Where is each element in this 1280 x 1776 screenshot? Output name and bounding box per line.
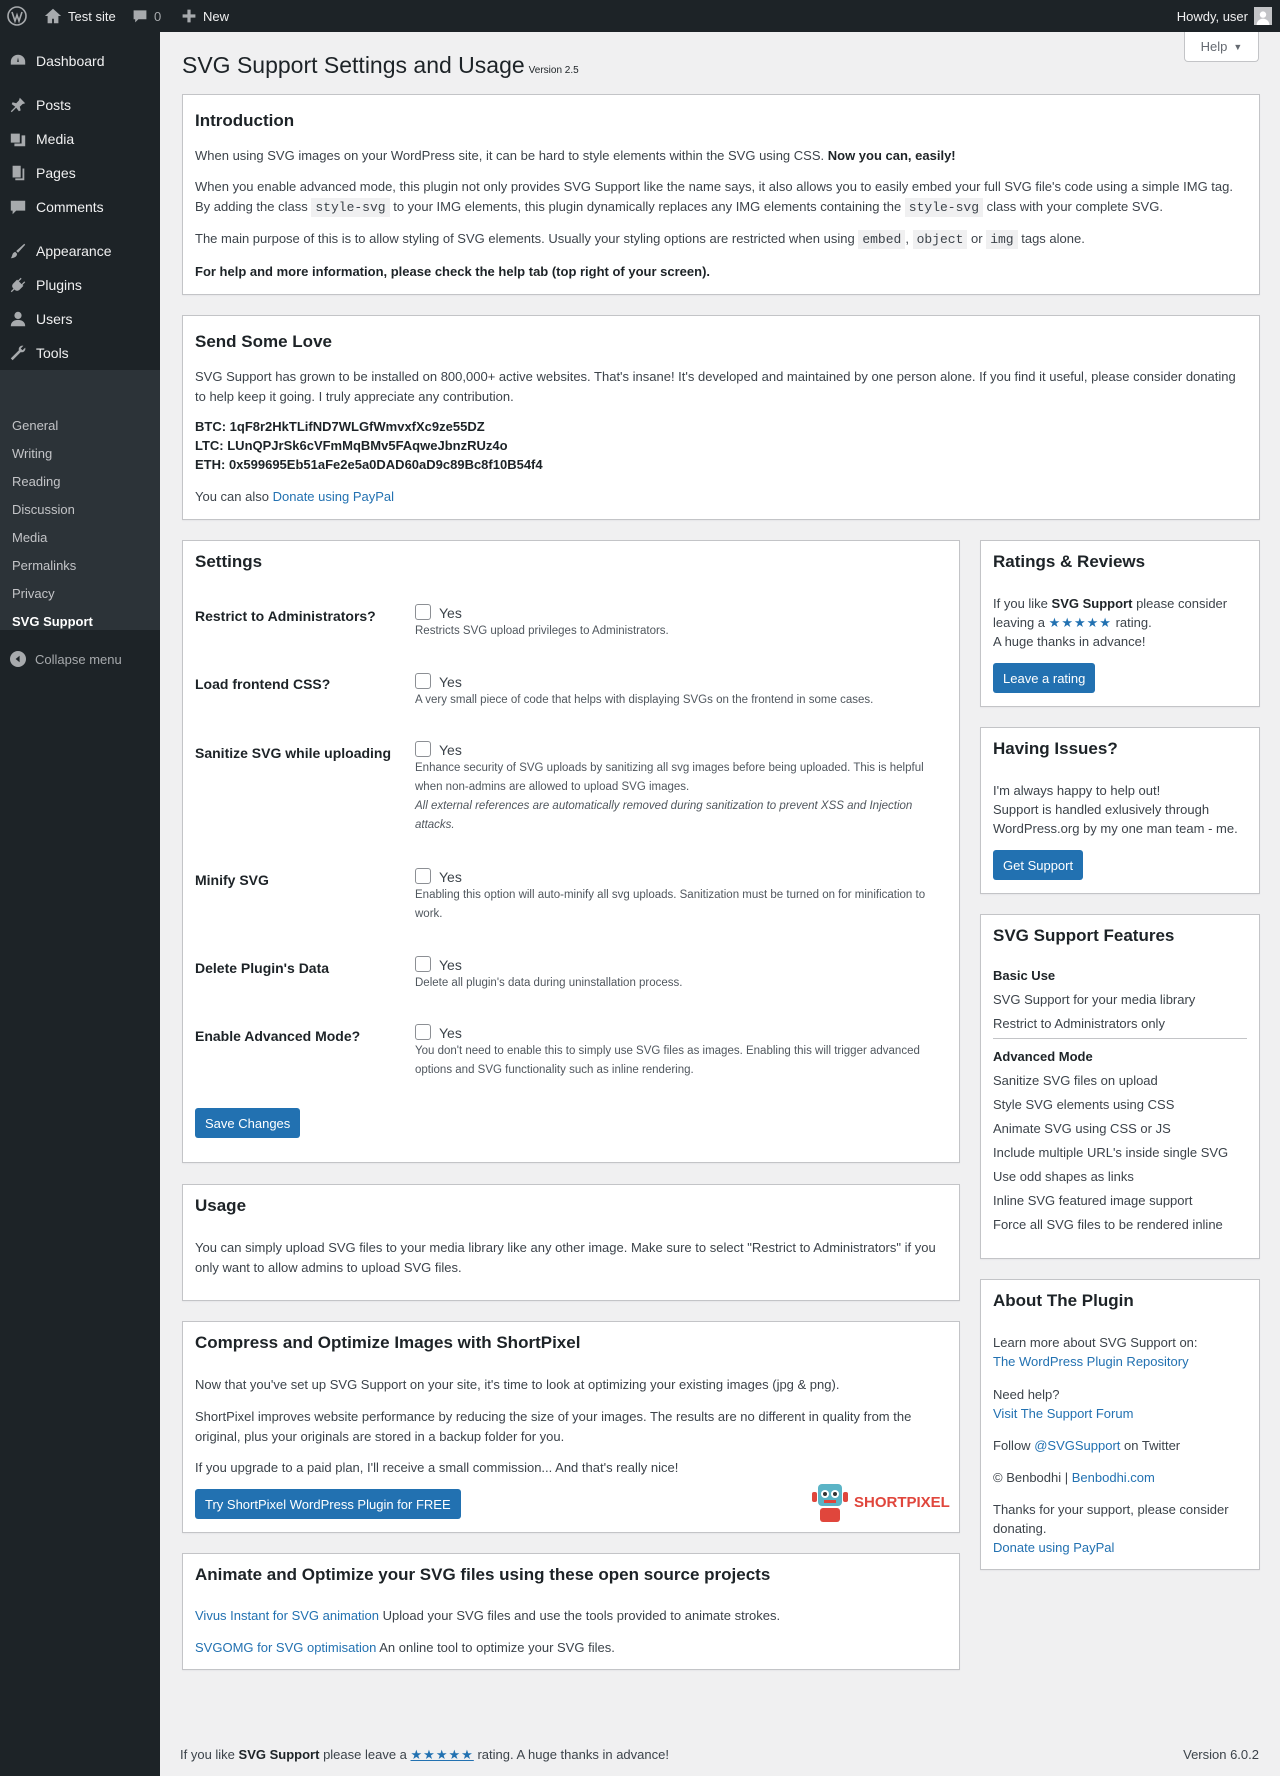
minify-svg-label: Minify SVG bbox=[195, 872, 269, 888]
intro-paragraph-3: The main purpose of this is to allow styling of SVG elements. Usually your styling options are restricted when using embed , object or img tags alone. bbox=[195, 231, 1085, 247]
love-title: Send Some Love bbox=[195, 332, 332, 351]
yes-label: Yes bbox=[439, 1025, 462, 1041]
account-menu[interactable] bbox=[1177, 0, 1272, 32]
vivus-line: Vivus Instant for SVG animation Upload your SVG files and use the tools provided to animate strokes. bbox=[195, 1608, 781, 1623]
support-forum-link[interactable]: Visit The Support Forum bbox=[993, 1406, 1134, 1421]
crypto-addresses bbox=[195, 417, 543, 474]
intro-paragraph-1: When using SVG images on your WordPress site, it can be hard to style elements within the SVG using CSS. Now you can, easily! bbox=[195, 148, 956, 163]
shortpixel-paragraph-2: ShortPixel improves website performance by reducing the size of your images. The results are no different in quality from the original, plus your originals are stored in a backup folder for you. bbox=[195, 1409, 912, 1444]
plus-icon bbox=[181, 8, 197, 24]
submenu-item-general[interactable]: General bbox=[12, 418, 59, 433]
sidebar-item-label: Media bbox=[36, 131, 75, 147]
plugin-version: Version 2.5 bbox=[528, 65, 579, 76]
sanitize-svg-desc: Enhance security of SVG uploads by sanitizing all svg images before being uploaded. This is helpful when non-admins are allowed to upload SVG images. All external references are automatically removed during sanitization to prevent XSS and Injection attacks. bbox=[415, 762, 924, 831]
five-stars-link[interactable]: ★★★★★ bbox=[1048, 615, 1112, 630]
list-item: Include multiple URL's inside single SVG bbox=[993, 1145, 1229, 1160]
submenu-item-reading[interactable]: Reading bbox=[12, 474, 61, 489]
sidebar-item-dashboard[interactable] bbox=[0, 44, 160, 78]
basic-use-heading: Basic Use bbox=[993, 968, 1056, 983]
svgomg-line: SVGOMG for SVG optimisation An online tool to optimize your SVG files. bbox=[195, 1640, 615, 1655]
howdy-text: Howdy, user bbox=[1176, 8, 1248, 24]
sidebar-item-posts[interactable] bbox=[0, 88, 160, 122]
shortpixel-paragraph-1: Now that you've set up SVG Support on your site, it's time to look at optimizing your existing images (jpg & png). bbox=[195, 1377, 840, 1392]
settings-title: Settings bbox=[195, 552, 263, 571]
about-follow: Follow @SVGSupport on Twitter bbox=[993, 1438, 1181, 1453]
intro-paragraph-4: For help and more information, please check the help tab (top right of your screen). bbox=[195, 264, 711, 279]
eth-address: ETH: 0x599695Eb51aFe2e5a0DAD60aD9c89Bc8f10B54f4 bbox=[195, 457, 543, 472]
sidebar-item-media[interactable] bbox=[0, 122, 160, 156]
page-title-text: SVG Support Settings and Usage bbox=[182, 52, 525, 78]
benbodhi-link[interactable]: Benbodhi.com bbox=[1071, 1470, 1155, 1485]
introduction-title: Introduction bbox=[195, 111, 295, 130]
user-icon bbox=[9, 310, 27, 328]
sidebar-item-label: Plugins bbox=[36, 277, 82, 293]
advanced-mode-label: Enable Advanced Mode? bbox=[195, 1028, 361, 1044]
usage-paragraph: You can simply upload SVG files to your media library like any other image. Make sure to select "Restrict to Administrators" if you only want to allow admins to upload SVG files. bbox=[195, 1240, 936, 1275]
frontend-css-desc: A very small piece of code that helps with displaying SVGs on the frontend in some cases. bbox=[415, 694, 874, 706]
minify-svg-desc: Enabling this option will auto-minify all svg uploads. Sanitization must be turned on for minification to work. bbox=[415, 889, 926, 920]
help-label: Help bbox=[1200, 39, 1228, 54]
admin-bar bbox=[0, 0, 1280, 32]
comments-link[interactable] bbox=[132, 0, 161, 32]
list-item: Restrict to Administrators only bbox=[993, 1016, 1165, 1031]
delete-data-desc: Delete all plugin's data during uninstallation process. bbox=[415, 977, 683, 989]
yes-label: Yes bbox=[439, 957, 462, 973]
settings-submenu bbox=[0, 370, 160, 630]
footer-stars-link[interactable]: ★★★★★ bbox=[410, 1747, 474, 1762]
submenu-item-media[interactable]: Media bbox=[12, 530, 48, 545]
leave-rating-button[interactable]: Leave a rating bbox=[993, 663, 1095, 693]
svgomg-link[interactable]: SVGOMG for SVG optimisation bbox=[195, 1640, 377, 1655]
donate-paypal-link[interactable]: Donate using PayPal bbox=[272, 489, 395, 504]
yes-label: Yes bbox=[439, 742, 462, 758]
features-box bbox=[980, 914, 1260, 1259]
about-copyright: © Benbodhi | Benbodhi.com bbox=[993, 1470, 1155, 1485]
minify-svg-checkbox[interactable] bbox=[415, 868, 431, 884]
avatar bbox=[1254, 7, 1272, 25]
sidebar-item-comments[interactable] bbox=[0, 190, 160, 224]
sidebar-item-label: Pages bbox=[36, 165, 76, 181]
list-item: Inline SVG featured image support bbox=[993, 1193, 1193, 1208]
robot-icon bbox=[810, 1480, 850, 1524]
sidebar-item-label: Tools bbox=[36, 345, 69, 361]
submenu-item-permalinks[interactable]: Permalinks bbox=[12, 558, 77, 573]
collapse-menu-button[interactable] bbox=[10, 651, 122, 667]
comment-icon bbox=[9, 198, 27, 216]
sidebar-item-plugins[interactable] bbox=[0, 268, 160, 302]
help-tab-button[interactable] bbox=[1184, 32, 1259, 62]
issues-text: I'm always happy to help out! Support is handled exlusively through WordPress.org by my one man team - me. bbox=[993, 783, 1238, 836]
sidebar-item-label: Appearance bbox=[36, 243, 112, 259]
introduction-box bbox=[182, 94, 1260, 295]
list-item: Use odd shapes as links bbox=[993, 1169, 1134, 1184]
about-box bbox=[980, 1279, 1260, 1570]
sidebar-item-label: Posts bbox=[36, 97, 72, 113]
plug-icon bbox=[9, 276, 27, 294]
about-learn: Learn more about SVG Support on: The WordPress Plugin Repository bbox=[993, 1335, 1198, 1369]
sidebar-item-label: Comments bbox=[36, 199, 104, 215]
issues-title: Having Issues? bbox=[993, 739, 1118, 758]
ratings-text: If you like SVG Support please consider leaving a ★★★★★ rating. A huge thanks in advance! bbox=[993, 596, 1228, 649]
sanitize-svg-checkbox[interactable] bbox=[415, 741, 431, 757]
btc-address: BTC: 1qF8r2HkTLifND7WLGfWmvxfXc9ze55DZ bbox=[195, 419, 485, 434]
usage-title: Usage bbox=[195, 1196, 247, 1215]
frontend-css-checkbox[interactable] bbox=[415, 673, 431, 689]
wordpress-logo-icon[interactable] bbox=[7, 0, 27, 32]
twitter-link[interactable]: @SVGSupport bbox=[1034, 1438, 1121, 1453]
yes-label: Yes bbox=[439, 674, 462, 690]
pin-icon bbox=[9, 96, 27, 114]
new-label: New bbox=[203, 8, 230, 24]
issues-box bbox=[980, 727, 1260, 894]
intro-paragraph-2: When you enable advanced mode, this plugin not only provides SVG Support like the name says, it also allows you to easily embed your full SVG file's code using a simple IMG tag. By adding the class style-svg to your IMG elements, this plugin dynamically replaces any IMG elements containing the style-svg class with your complete SVG. bbox=[195, 179, 1233, 215]
plugin-repository-link[interactable]: The WordPress Plugin Repository bbox=[993, 1354, 1189, 1369]
sidebar-item-label: Dashboard bbox=[36, 53, 105, 69]
about-thanks: Thanks for your support, please consider donating. Donate using PayPal bbox=[993, 1502, 1229, 1555]
shortpixel-logo[interactable] bbox=[810, 1480, 950, 1524]
list-item: SVG Support for your media library bbox=[993, 992, 1196, 1007]
delete-data-label: Delete Plugin's Data bbox=[195, 960, 330, 976]
sidebar-item-users[interactable] bbox=[0, 302, 160, 336]
save-changes-button[interactable]: Save Changes bbox=[195, 1108, 300, 1138]
try-shortpixel-button[interactable]: Try ShortPixel WordPress Plugin for FREE bbox=[195, 1489, 461, 1519]
list-item: Sanitize SVG files on upload bbox=[993, 1073, 1158, 1088]
submenu-item-privacy[interactable]: Privacy bbox=[12, 586, 55, 601]
shortpixel-box bbox=[182, 1321, 960, 1533]
collapse-label: Collapse menu bbox=[35, 651, 122, 667]
ratings-title: Ratings & Reviews bbox=[993, 552, 1146, 571]
sanitize-svg-note: All external references are automatically removed during sanitization to prevent XSS and Injection attacks. bbox=[415, 800, 913, 831]
dashboard-icon bbox=[9, 52, 27, 70]
wp-version: Version 6.0.2 bbox=[1183, 1747, 1259, 1762]
restrict-admins-checkbox[interactable] bbox=[415, 604, 431, 620]
site-name-link[interactable] bbox=[44, 0, 116, 32]
open-source-box bbox=[182, 1553, 960, 1670]
about-help: Need help? Visit The Support Forum bbox=[993, 1387, 1134, 1421]
comment-icon bbox=[132, 8, 148, 24]
submenu-item-discussion[interactable]: Discussion bbox=[12, 502, 75, 517]
home-icon bbox=[44, 7, 62, 25]
vivus-link[interactable]: Vivus Instant for SVG animation bbox=[195, 1608, 380, 1623]
settings-box bbox=[182, 540, 960, 1163]
yes-label: Yes bbox=[439, 605, 462, 621]
wrench-icon bbox=[9, 344, 27, 362]
brush-icon bbox=[9, 242, 27, 260]
restrict-admins-label: Restrict to Administrators? bbox=[195, 608, 376, 624]
pages-icon bbox=[9, 164, 27, 182]
yes-label: Yes bbox=[439, 869, 462, 885]
sidebar-item-tools[interactable] bbox=[0, 336, 160, 370]
footer-text: If you like SVG Support please leave a ★★★★★ rating. A huge thanks in advance! bbox=[180, 1747, 669, 1762]
get-support-button[interactable]: Get Support bbox=[993, 850, 1083, 880]
ratings-box bbox=[980, 540, 1260, 707]
list-item: Force all SVG files to be rendered inline bbox=[993, 1217, 1223, 1232]
sanitize-svg-label: Sanitize SVG while uploading bbox=[195, 745, 392, 761]
page-title bbox=[182, 52, 579, 79]
chevron-down-icon: ▼ bbox=[1233, 41, 1243, 52]
new-content-link[interactable] bbox=[181, 0, 229, 32]
usage-box bbox=[182, 1184, 960, 1301]
shortpixel-paragraph-3: If you upgrade to a paid plan, I'll receive a small commission... And that's really nice! bbox=[195, 1460, 679, 1475]
about-donate-paypal-link[interactable]: Donate using PayPal bbox=[993, 1540, 1115, 1555]
love-paragraph: SVG Support has grown to be installed on 800,000+ active websites. That's insane! It's developed and maintained by one person alone. If you find it useful, please consider donating to help keep it going. I truly appreciate any contribution. bbox=[195, 369, 1236, 404]
advanced-mode-heading: Advanced Mode bbox=[993, 1049, 1093, 1064]
ltc-address: LTC: LUnQPJrSk6cVFmMqBMv5FAqweJbnzRUz4o bbox=[195, 438, 508, 453]
admin-sidebar bbox=[0, 32, 160, 1776]
paypal-line: You can also Donate using PayPal bbox=[195, 489, 395, 504]
submenu-item-writing[interactable]: Writing bbox=[12, 446, 53, 461]
submenu-item-svg-support[interactable]: SVG Support bbox=[12, 614, 93, 629]
delete-data-checkbox[interactable] bbox=[415, 956, 431, 972]
comments-count: 0 bbox=[154, 8, 162, 24]
frontend-css-label: Load frontend CSS? bbox=[195, 676, 331, 692]
sidebar-item-label: Users bbox=[36, 311, 73, 327]
media-icon bbox=[9, 130, 27, 148]
list-item: Animate SVG using CSS or JS bbox=[993, 1121, 1171, 1136]
restrict-admins-desc: Restricts SVG upload privileges to Administrators. bbox=[415, 625, 669, 637]
divider bbox=[993, 1038, 1247, 1039]
sidebar-item-appearance[interactable] bbox=[0, 234, 160, 268]
about-title: About The Plugin bbox=[993, 1291, 1134, 1310]
sidebar-item-pages[interactable] bbox=[0, 156, 160, 190]
shortpixel-logo-text: SHORTPIXEL bbox=[854, 1493, 950, 1511]
advanced-mode-desc: You don't need to enable this to simply use SVG files as images. Enabling this will trigger advanced options and SVG functionality such as inline rendering. bbox=[415, 1045, 920, 1076]
site-name: Test site bbox=[68, 8, 116, 24]
collapse-icon bbox=[10, 651, 26, 667]
features-title: SVG Support Features bbox=[993, 926, 1175, 945]
open-source-title: Animate and Optimize your SVG files using these open source projects bbox=[195, 1565, 771, 1584]
advanced-mode-checkbox[interactable] bbox=[415, 1024, 431, 1040]
list-item: Style SVG elements using CSS bbox=[993, 1097, 1175, 1112]
send-some-love-box bbox=[182, 315, 1260, 520]
shortpixel-title: Compress and Optimize Images with ShortPixel bbox=[195, 1333, 581, 1352]
